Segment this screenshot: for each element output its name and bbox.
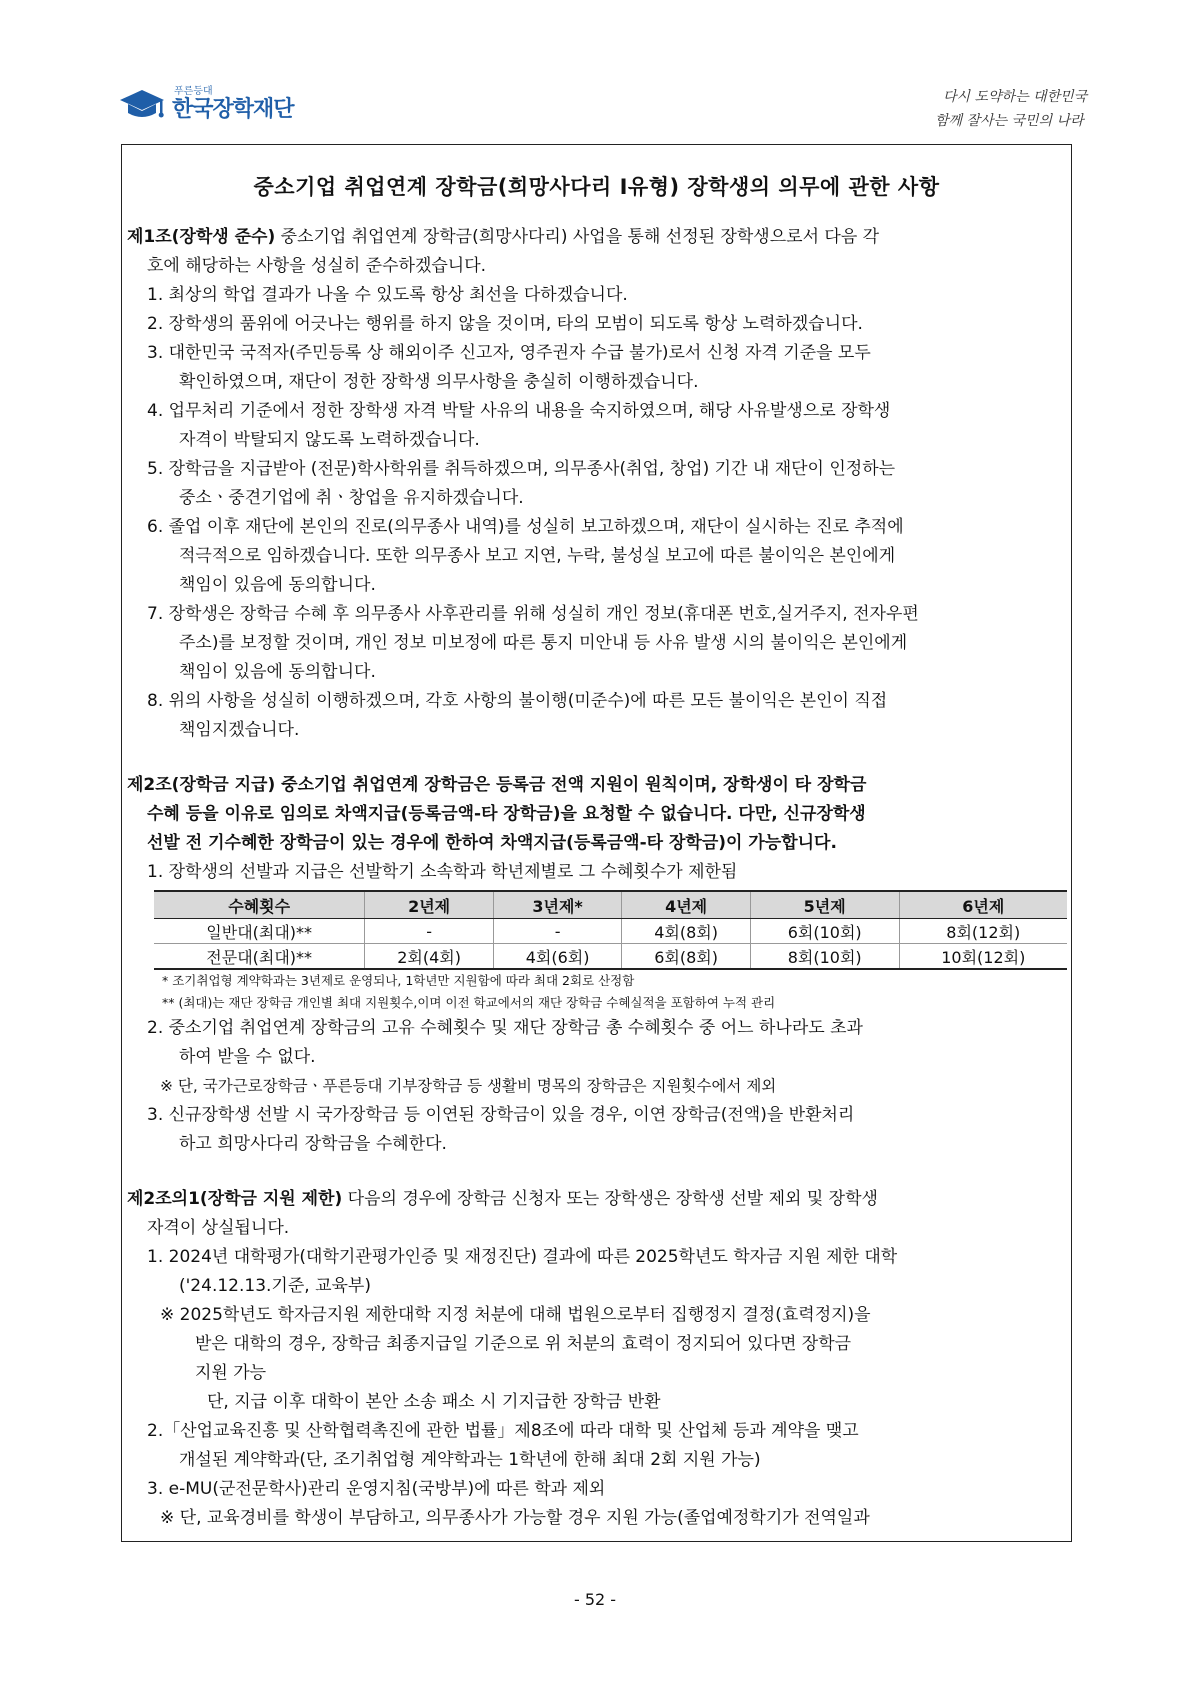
article2-intro: [122, 771, 1071, 800]
article2-item2-cont: 하여 받을 수 없다.: [179, 1047, 316, 1067]
article1-heading: 제1조(장학생 준수): [127, 227, 276, 247]
article2-1-heading: 제2조의1(장학금 지원 제한): [127, 1189, 343, 1209]
table-cell: 6회(8회): [622, 944, 751, 970]
article2-1-intro: [122, 1185, 1071, 1214]
table-row: [154, 919, 1067, 944]
logo-name: 한국장학재단: [172, 97, 294, 122]
article2-1-item1-cont: ('24.12.13.기준, 교육부): [179, 1276, 371, 1296]
article1-intro-text: 중소기업 취업연계 장학금(희망사다리) 사업을 통해 선정된 장학생으로서 다음 각: [275, 227, 880, 247]
table-cell: 4회(6회): [493, 944, 622, 970]
article2-1-note-cont: 지원 가능: [195, 1363, 267, 1383]
scholarship-count-table: [154, 890, 1067, 970]
table-cell: 6회(10회): [750, 919, 899, 944]
page-number: - 52 -: [573, 1590, 617, 1609]
document-body: [122, 223, 1071, 1533]
article1-item-cont: 책임이 있음에 동의합니다.: [179, 575, 376, 595]
page-header: [0, 0, 1190, 140]
table-header: 6년제: [899, 891, 1067, 919]
table-cell: 8회(12회): [899, 919, 1067, 944]
table-cell: 2회(4회): [365, 944, 494, 970]
article1-item: 6. 졸업 이후 재단에 본인의 진로(의무종사 내역)를 성실히 보고하겠으며, 재단이 실시하는 진로 추적에: [147, 517, 904, 537]
article2-1-item1: 1. 2024년 대학평가(대학기관평가인증 및 재정진단) 결과에 따른 2025학년도 학자금 지원 제한 대학: [147, 1247, 898, 1267]
article1-item-cont: 책임지겠습니다.: [179, 720, 300, 740]
article1-item-cont: 중소ㆍ중견기업에 취ㆍ창업을 유지하겠습니다.: [179, 488, 524, 508]
table-cell: -: [493, 919, 622, 944]
article1-item: 1. 최상의 학업 결과가 나올 수 있도록 항상 최선을 다하겠습니다.: [147, 285, 628, 305]
document-frame: [121, 144, 1072, 1542]
article2-heading: 제2조(장학금 지급): [127, 775, 276, 795]
article2-1-intro-cont: 자격이 상실됩니다.: [147, 1218, 290, 1238]
table-header: 3년제*: [493, 891, 622, 919]
table-header: 2년제: [365, 891, 494, 919]
article1-item-cont: 확인하였으며, 재단이 정한 장학생 의무사항을 충실히 이행하겠습니다.: [179, 372, 699, 392]
article1-item: 2. 장학생의 품위에 어긋나는 행위를 하지 않을 것이며, 타의 모범이 되도록 항상 노력하겠습니다.: [147, 314, 863, 334]
article2-1-item3-note: ※ 단, 교육경비를 학생이 부담하고, 의무종사가 가능할 경우 지원 가능(졸업예정학기가 전역일과: [160, 1508, 870, 1528]
article1-item: 5. 장학금을 지급받아 (전문)학사학위를 취득하겠으며, 의무종사(취업, 창업) 기간 내 재단이 인정하는: [147, 459, 896, 479]
document-title: 중소기업 취업연계 장학금(희망사다리 I유형) 장학생의 의무에 관한 사항: [253, 175, 940, 199]
article1-item-cont: 책임이 있음에 동의합니다.: [179, 662, 376, 682]
table-cell: 10회(12회): [899, 944, 1067, 970]
table-header: 5년제: [750, 891, 899, 919]
table-header: 4년제: [622, 891, 751, 919]
table-footnote: ** (최대)는 재단 장학금 개인별 최대 지원횟수,이며 이전 학교에서의 재단 장학금 수혜실적을 포함하여 누적 관리: [162, 995, 776, 1010]
article1-intro-cont: 호에 해당하는 사항을 성실히 준수하겠습니다.: [147, 256, 487, 276]
article2-item1: 1. 장학생의 선발과 지급은 선발학기 소속학과 학년제별로 그 수혜횟수가 제한됨: [147, 862, 738, 882]
article2-bold-cont: 수혜 등을 이유로 임의로 차액지급(등록금액-타 장학금)을 요청할 수 없습니다. 다만, 신규장학생: [147, 804, 866, 824]
table-cell: -: [365, 919, 494, 944]
article1-item: 7. 장학생은 장학금 수혜 후 의무종사 사후관리를 위해 성실히 개인 정보(휴대폰 번호,실거주지, 전자우편: [147, 604, 919, 624]
article2-item3: 3. 신규장학생 선발 시 국가장학금 등 이연된 장학금이 있을 경우, 이연 장학금(전액)을 반환처리: [147, 1105, 855, 1125]
article2-1-note-cont: 받은 대학의 경우, 장학금 최종지급일 기준으로 위 처분의 효력이 정지되어 있다면 장학금: [195, 1334, 852, 1354]
article1-item-cont: 주소)를 보정할 것이며, 개인 정보 미보정에 따른 통지 미안내 등 사유 발생 시의 불이익은 본인에게: [179, 633, 908, 653]
article1-item: 4. 업무처리 기준에서 정한 장학생 자격 박탈 사유의 내용을 숙지하였으며, 해당 사유발생으로 장학생: [147, 401, 891, 421]
slogan-line-1: 다시 도약하는 대한민국: [943, 89, 1088, 105]
article1-item: 8. 위의 사항을 성실히 이행하겠으며, 각호 사항의 불이행(미준수)에 따른 모든 불이익은 본인이 직접: [147, 691, 888, 711]
graduation-cap-icon: [118, 86, 166, 122]
table-cell: 일반대(최대)**: [154, 919, 365, 944]
article2-1-item2-cont: 개설된 계약학과(단, 조기취업형 계약학과는 1학년에 한해 최대 2회 지원 가능): [179, 1450, 761, 1470]
table-footnote: * 조기취업형 계약학과는 3년제로 운영되나, 1학년만 지원함에 따라 최대 2회로 산정함: [162, 973, 635, 988]
article1-item: 3. 대한민국 국적자(주민등록 상 해외이주 신고자, 영주권자 수급 불가)로서 신청 자격 기준을 모두: [147, 343, 871, 363]
kosaf-logo: [118, 86, 294, 122]
article1-item-cont: 자격이 박탈되지 않도록 노력하겠습니다.: [179, 430, 480, 450]
slogan-line-2: 함께 잘사는 국민의 나라: [935, 113, 1084, 129]
article1-intro: [122, 223, 1071, 252]
table-cell: 8회(10회): [750, 944, 899, 970]
article2-1-intro-text: 다음의 경우에 장학금 신청자 또는 장학생은 장학생 선발 제외 및 장학생: [342, 1189, 878, 1209]
government-slogan: [905, 86, 1088, 136]
article2-1-note-cont: 단, 지급 이후 대학이 본안 소송 패소 시 기지급한 장학금 반환: [207, 1392, 661, 1412]
article2-item2: 2. 중소기업 취업연계 장학금의 고유 수혜횟수 및 재단 장학금 총 수혜횟수 중 어느 하나라도 초과: [147, 1018, 863, 1038]
table-header: 수혜횟수: [154, 891, 365, 919]
article2-item2-note: ※ 단, 국가근로장학금ㆍ푸른등대 기부장학금 등 생활비 명목의 장학금은 지원횟수에서 제외: [160, 1077, 777, 1095]
article2-bold-cont: 선발 전 기수혜한 장학금이 있는 경우에 한하여 차액지급(등록금액-타 장학금)이 가능합니다.: [147, 833, 837, 853]
article2-1-item3: 3. e-MU(군전문학사)관리 운영지침(국방부)에 따른 학과 제외: [147, 1479, 606, 1499]
article2-1-item2: 2.「산업교육진흥 및 산학협력촉진에 관한 법률」제8조에 따라 대학 및 산업체 등과 계약을 맺고: [147, 1421, 859, 1441]
table-header-row: [154, 891, 1067, 919]
article1-item-cont: 적극적으로 임하겠습니다. 또한 의무종사 보고 지연, 누락, 불성실 보고에 따른 불이익은 본인에게: [179, 546, 896, 566]
logo-tagline: 푸른등대: [174, 86, 213, 97]
table-cell: 전문대(최대)**: [154, 944, 365, 970]
article2-item3-cont: 하고 희망사다리 장학금을 수혜한다.: [179, 1134, 447, 1154]
table-row: [154, 944, 1067, 970]
article2-1-note: ※ 2025학년도 학자금지원 제한대학 지정 처분에 대해 법원으로부터 집행정지 결정(효력정지)을: [160, 1305, 871, 1325]
article2-bold-text: 중소기업 취업연계 장학금은 등록금 전액 지원이 원칙이며, 장학생이 타 장학금: [275, 775, 867, 795]
table-cell: 4회(8회): [622, 919, 751, 944]
